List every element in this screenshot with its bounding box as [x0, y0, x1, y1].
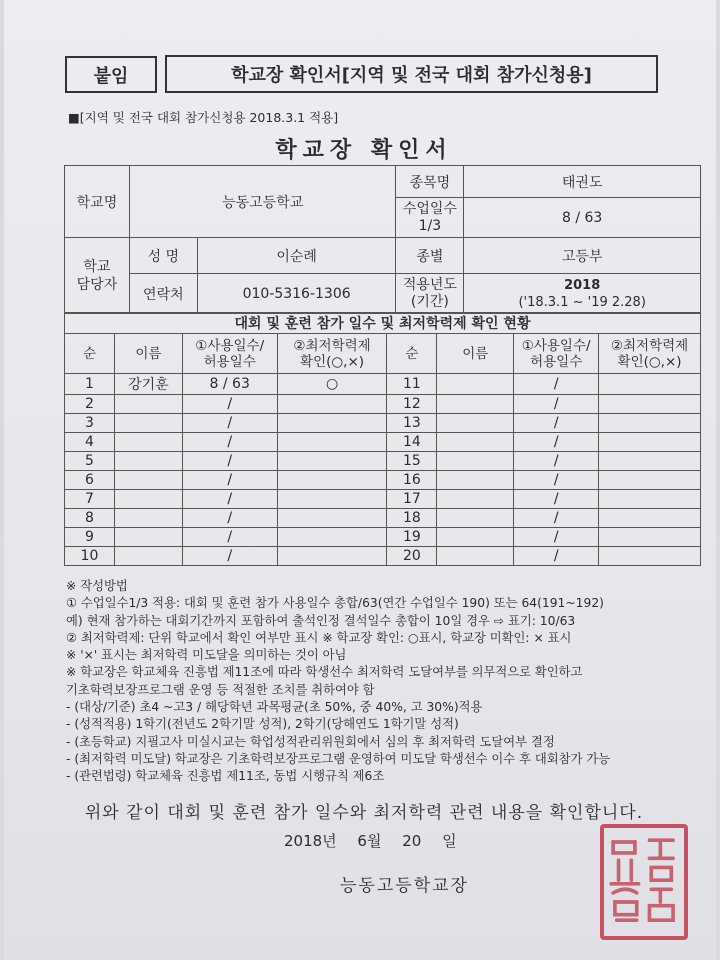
col-days: ①사용일수/ 허용일수 — [182, 334, 277, 374]
note-line: - (대상/기준) 초4 ~고3 / 해당학년 과목평균(초 50%, 중 40%, 고 30%)적용 — [66, 700, 483, 715]
class-days-label: 수업일수 1/3 — [396, 198, 464, 238]
contact-label: 연락처 — [129, 274, 197, 314]
cell-r-name — [437, 490, 514, 509]
cell-r-name — [437, 395, 514, 414]
main-title-box: 학교장 확인서[지역 및 전국 대회 참가신청용] — [165, 55, 658, 93]
cell-l-days: / — [182, 471, 277, 490]
note-line: - (관련법령) 학교체육 진흥법 제11조, 동법 시행규칙 제6조 — [66, 769, 385, 784]
cell-l-days: / — [182, 509, 277, 528]
cell-r-no: 11 — [387, 374, 437, 395]
cell-l-name — [114, 452, 182, 471]
cell-r-days: / — [514, 471, 599, 490]
cell-r-days: / — [514, 490, 599, 509]
table-row — [65, 547, 701, 566]
seal-icon — [604, 828, 684, 936]
table-row — [65, 433, 701, 452]
cell-l-min: ○ — [277, 374, 387, 395]
cell-l-no: 3 — [65, 414, 115, 433]
table-row — [65, 509, 701, 528]
cell-l-days: / — [182, 528, 277, 547]
note-line: - (최저학력 미도달) 학교장은 기초학력보장프로그램 운영하여 미도달 학생선수 이수 후 대회참가 가능 — [66, 751, 611, 766]
cell-r-min — [599, 471, 701, 490]
cell-r-name — [437, 452, 514, 471]
school-seal-stamp — [600, 824, 688, 940]
attachment-label: 붙임 — [65, 56, 157, 93]
participation-table — [64, 312, 701, 566]
manager-name-label: 성 명 — [129, 238, 197, 274]
category-label: 종별 — [396, 238, 464, 274]
cell-l-name — [114, 547, 182, 566]
cell-r-min — [599, 547, 701, 566]
cell-r-name — [437, 414, 514, 433]
note-line: 기초학력보장프로그램 운영 등 적절한 조치를 취하여야 함 — [66, 682, 375, 697]
cell-r-days: / — [514, 395, 599, 414]
cell-r-days: / — [514, 433, 599, 452]
cell-l-no: 4 — [65, 433, 115, 452]
note-line: ② 최저학력제: 단위 학교에서 확인 여부만 표시 ※ 학교장 확인: ○표시, 학교장 미확인: × 표시 — [66, 630, 572, 645]
cell-r-name — [437, 509, 514, 528]
cell-l-name — [114, 414, 182, 433]
cell-r-no: 13 — [387, 414, 437, 433]
cell-r-name — [437, 528, 514, 547]
note-line: - (성적적용) 1학기(전년도 2학기말 성적), 2학기(당해연도 1학기말 성적) — [66, 717, 459, 732]
cell-l-min — [277, 452, 387, 471]
cell-l-days: / — [182, 490, 277, 509]
cell-l-name — [114, 471, 182, 490]
year-label: 적용년도 (기간) — [396, 274, 464, 314]
cell-l-no: 2 — [65, 395, 115, 414]
cell-r-days: / — [514, 528, 599, 547]
cell-l-days: / — [182, 547, 277, 566]
cell-r-days: / — [514, 414, 599, 433]
cell-r-no: 16 — [387, 471, 437, 490]
cell-r-min — [599, 509, 701, 528]
cell-l-min — [277, 471, 387, 490]
cell-r-name — [437, 433, 514, 452]
cell-r-days: / — [514, 374, 599, 395]
note-line: ① 수업일수1/3 적용: 대회 및 훈련 참가 사용일수 총합/63(연간 수업일수 190) 또는 64(191~192) — [66, 596, 604, 611]
cell-r-days: / — [514, 509, 599, 528]
col-min-right: ②최저학력제 확인(○,×) — [599, 334, 701, 374]
cell-l-min — [277, 395, 387, 414]
cell-l-days: 8 / 63 — [182, 374, 277, 395]
note-line: 예) 현재 참가하는 대회기간까지 포함하여 출석인정 결석일수 총합이 10일 경우 ⇨ 표기: 10/63 — [66, 613, 576, 628]
table-row — [65, 528, 701, 547]
cell-r-no: 17 — [387, 490, 437, 509]
document-page — [4, 0, 716, 960]
note-line: ※ 작성방법 — [66, 579, 128, 593]
cell-l-name — [114, 395, 182, 414]
cell-r-no: 12 — [387, 395, 437, 414]
col-name-right: 이름 — [437, 334, 514, 374]
contact-value: 010-5316-1306 — [197, 274, 396, 314]
cell-l-days: / — [182, 433, 277, 452]
cell-r-min — [599, 395, 701, 414]
cell-l-name — [114, 490, 182, 509]
cell-r-min — [599, 433, 701, 452]
note-line: - (초등학교) 지필고사 미실시교는 학업성적관리위원회에서 심의 후 최저학력 도달여부 결정 — [66, 734, 555, 749]
writing-instructions — [66, 578, 706, 786]
cell-l-name — [114, 528, 182, 547]
issue-date: 2018년 6월 20 일 — [284, 832, 457, 850]
cell-l-no: 8 — [65, 509, 115, 528]
cell-r-name — [437, 471, 514, 490]
cell-l-min — [277, 414, 387, 433]
school-info-table — [64, 165, 701, 314]
cell-l-min — [277, 528, 387, 547]
cell-l-min — [277, 509, 387, 528]
cell-r-min — [599, 414, 701, 433]
category-value: 고등부 — [464, 238, 701, 274]
section-title: 대회 및 훈련 참가 일수 및 최저학력제 확인 현황 — [65, 313, 701, 334]
table-row — [65, 452, 701, 471]
table-row — [65, 374, 701, 395]
cell-r-no: 15 — [387, 452, 437, 471]
cell-r-days: / — [514, 547, 599, 566]
table-row — [65, 414, 701, 433]
cell-l-days: / — [182, 452, 277, 471]
table-row — [65, 490, 701, 509]
confirmation-statement: 위와 같이 대회 및 훈련 참가 일수와 최저학력 관련 내용을 확인합니다. — [84, 803, 644, 823]
cell-r-min — [599, 374, 701, 395]
cell-r-no: 19 — [387, 528, 437, 547]
cell-r-min — [599, 490, 701, 509]
form-version-subtitle: ■[지역 및 전국 대회 참가신청용 2018.3.1 적용] — [68, 110, 339, 125]
cell-r-min — [599, 452, 701, 471]
note-line: ※ '×' 표시는 최저학력 미도달을 의미하는 것이 아님 — [66, 648, 347, 663]
cell-l-no: 1 — [65, 374, 115, 395]
cell-l-days: / — [182, 395, 277, 414]
cell-l-name: 강기훈 — [114, 374, 182, 395]
table-header-row — [65, 334, 701, 374]
cell-r-days: / — [514, 452, 599, 471]
cell-r-no: 18 — [387, 509, 437, 528]
col-min: ②최저학력제 확인(○,×) — [277, 334, 387, 374]
document-title: 학교장 확인서 — [275, 138, 453, 163]
cell-l-min — [277, 433, 387, 452]
cell-l-name — [114, 509, 182, 528]
cell-r-name — [437, 374, 514, 395]
note-line: ※ 학교장은 학교체육 진흥법 제11조에 따라 학생선수 최저학력 도달여부를 의무적으로 확인하고 — [66, 665, 583, 680]
cell-l-no: 9 — [65, 528, 115, 547]
cell-l-name — [114, 433, 182, 452]
manager-name-value: 이순례 — [197, 238, 396, 274]
col-no: 순 — [65, 334, 115, 374]
sport-label: 종목명 — [396, 166, 464, 198]
col-no-right: 순 — [387, 334, 437, 374]
cell-r-min — [599, 528, 701, 547]
cell-l-no: 10 — [65, 547, 115, 566]
cell-r-no: 14 — [387, 433, 437, 452]
cell-r-no: 20 — [387, 547, 437, 566]
cell-l-no: 7 — [65, 490, 115, 509]
signer-title: 능동고등학교장 — [340, 876, 469, 896]
year-value: 2018 ('18.3.1 ~ '19 2.28) — [464, 274, 701, 314]
cell-l-no: 6 — [65, 471, 115, 490]
school-name-value: 능동고등학교 — [129, 166, 396, 238]
cell-l-no: 5 — [65, 452, 115, 471]
cell-l-min — [277, 547, 387, 566]
cell-r-name — [437, 547, 514, 566]
class-days-value: 8 / 63 — [464, 198, 701, 238]
col-name: 이름 — [114, 334, 182, 374]
table-row — [65, 471, 701, 490]
table-row — [65, 395, 701, 414]
manager-label: 학교 담당자 — [65, 238, 130, 314]
sport-value: 태권도 — [464, 166, 701, 198]
cell-l-days: / — [182, 414, 277, 433]
cell-l-min — [277, 490, 387, 509]
school-name-label: 학교명 — [65, 166, 130, 238]
col-days-right: ①사용일수/ 허용일수 — [514, 334, 599, 374]
